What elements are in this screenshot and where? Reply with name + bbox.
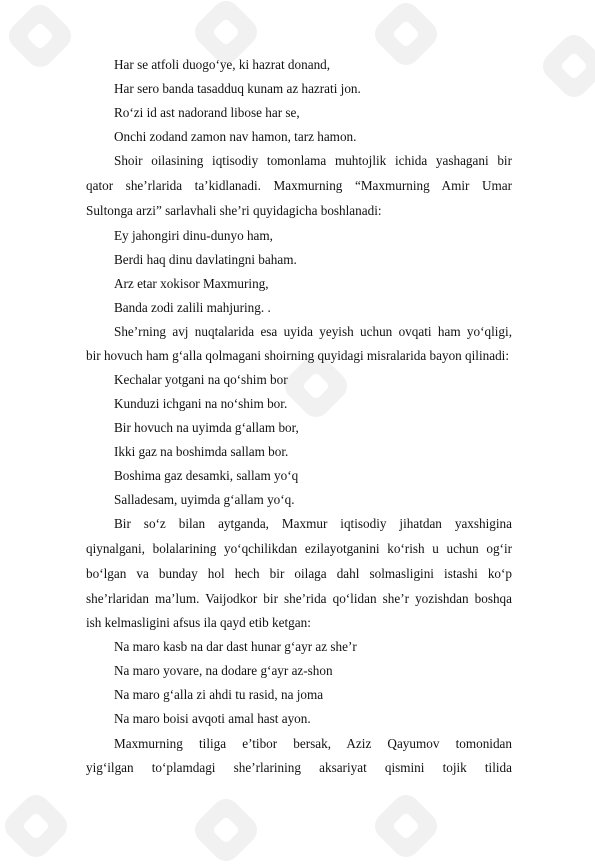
paragraph-line: Bir so‘z bilan aytganda, Maxmur iqtisodiy jihatdan yaxshigina xyxy=(114,516,512,531)
verse-line: Banda zodi zalili mahjuring. . xyxy=(114,300,271,315)
watermark-shape xyxy=(369,789,443,863)
verse-line: Ey jahongiri dinu-dunyo ham, xyxy=(114,228,273,243)
verse-line: Na maro kasb na dar dast hunar g‘ayr az she’r xyxy=(114,639,357,654)
verse-line: Berdi haq dinu davlatingni baham. xyxy=(114,252,297,267)
verse-line: Har sero banda tasadduq kunam az hazrati jon. xyxy=(114,81,361,96)
watermark-shape xyxy=(189,793,263,867)
verse-line: Na maro boisi avqoti amal hast ayon. xyxy=(114,711,311,726)
verse-line: Ikki gaz na boshimda sallam bor. xyxy=(114,444,289,459)
paragraph-line: bir hovuch ham g‘alla qolmagani shoirning quyidagi misralarida bayon qilinadi: xyxy=(86,348,510,363)
verse-line: Ro‘zi id ast nadorand libose har se, xyxy=(114,105,300,120)
paragraph-line: qator she’rlarida ta’kidlanadi. Maxmurning “Maxmurning Amir Umar xyxy=(86,178,512,193)
paragraph-line: Maxmurning tiliga e’tibor bersak, Aziz Qayumov tomonidan xyxy=(114,736,512,751)
paragraph-line: She’rning avj nuqtalarida esa uyida yeyish uchun ovqati ham yo‘qligi, xyxy=(114,324,512,339)
paragraph-line: ish kelmasligini afsus ila qayd etib ketgan: xyxy=(86,615,311,630)
paragraph-line: qiynalgani, bolalarining yo‘qchilikdan ezilayotganini ko‘rish u uchun og‘ir xyxy=(86,541,512,556)
watermark-shape xyxy=(0,789,73,863)
verse-line: Salladesam, uyimda g‘allam yo‘q. xyxy=(114,492,295,507)
paragraph-line: Sultonga arzi” sarlavhali she’ri quyidagicha boshlanadi: xyxy=(86,203,382,218)
verse-line: Bir hovuch na uyimda g‘allam bor, xyxy=(114,420,299,435)
watermark-shape xyxy=(3,0,77,73)
verse-line: Kunduzi ichgani na no‘shim bor. xyxy=(114,396,288,411)
paragraph-line: bo‘lgan va bunday hol hech bir oilaga dahl solmasligini istashi ko‘p xyxy=(86,566,512,581)
verse-line: Boshima gaz desamki, sallam yo‘q xyxy=(114,468,299,483)
verse-line: Na maro yovare, na dodare g‘ayr az-shon xyxy=(114,663,333,678)
verse-line: Onchi zodand zamon nav hamon, tarz hamon. xyxy=(114,129,357,144)
watermark-shape xyxy=(537,29,595,103)
verse-line: Arz etar xokisor Maxmuring, xyxy=(114,276,269,291)
verse-line: Har se atfoli duogo‘ye, ki hazrat donand, xyxy=(114,57,331,72)
verse-line: Na maro g‘alla zi ahdi tu rasid, na joma xyxy=(114,687,324,702)
paragraph-line: she’rlaridan ma’lum. Vaijodkor bir she’rida qo‘lidan she’r yozishdan boshqa xyxy=(86,591,512,606)
verse-line: Kechalar yotgani na qo‘shim bor xyxy=(114,372,288,387)
paragraph-line: yig‘ilgan to‘plamdagi she’rlarining aksariyat qismini tojik tilida xyxy=(86,760,512,775)
paragraph-line: Shoir oilasining iqtisodiy tomonlama muhtojlik ichida yashagani bir xyxy=(114,153,512,168)
